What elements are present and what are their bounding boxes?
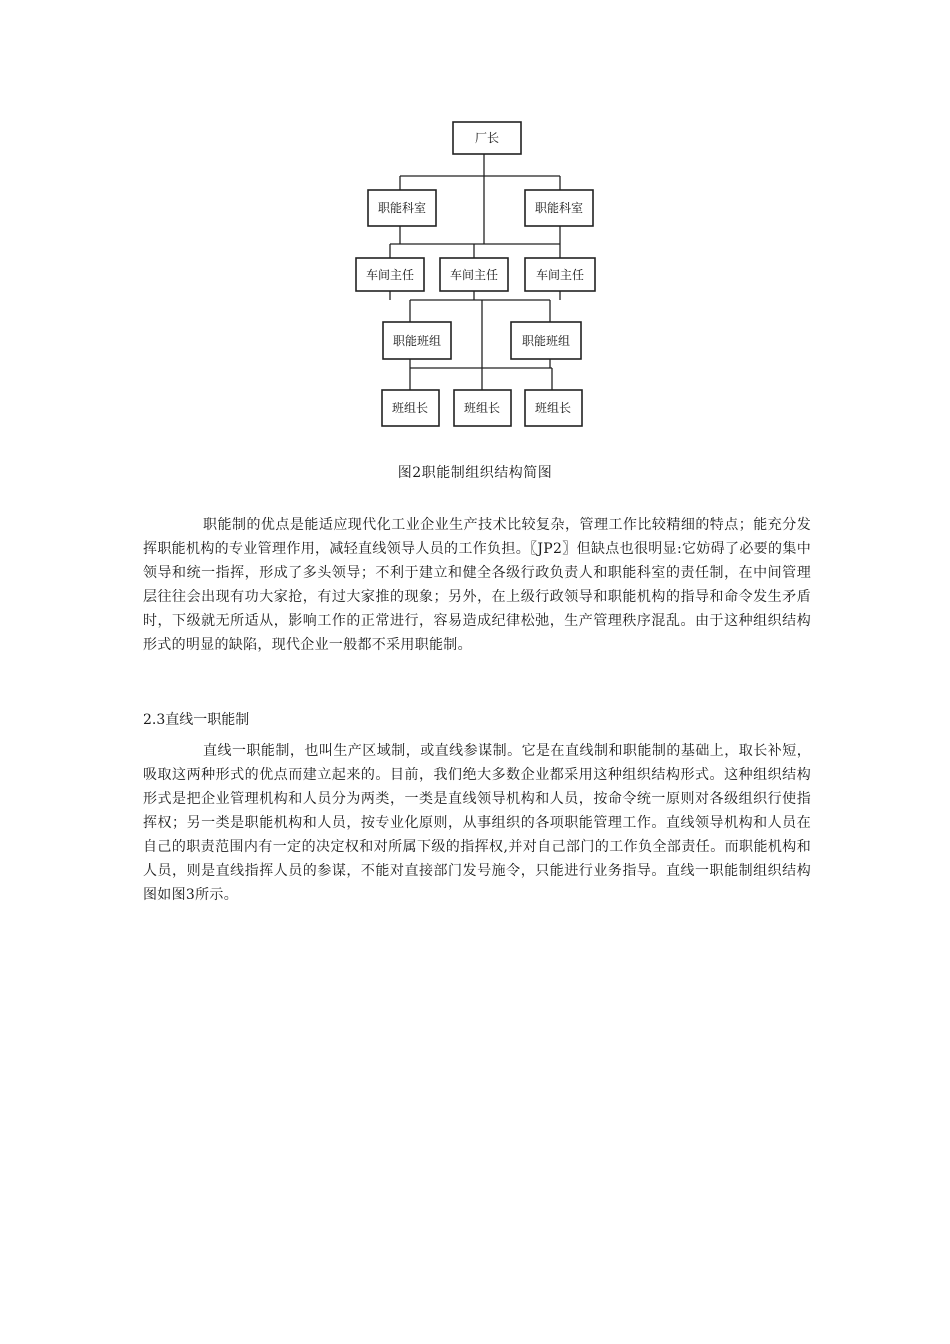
org-node-label: 车间主任: [365, 268, 415, 282]
body-paragraph: 直线一职能制，也叫生产区域制，或直线参谋制。它是在直线制和职能制的基础上，取长补短，吸取这两种形式的优点而建立起来的。目前，我们绝大多数企业都采用这种组织结构形式。这种组织结构形式是把企业管理机构和人员分为两类，一类是直线领导机构和人员，按命令统一原则对各级组织行使指挥权；另一类是职能机构和人员，按专业化原则，从事组织的各项职能管理工作。直线领导机构和人员在自己的职责范围内有一定的决定权和对所属下级的指挥权,并对自己部门的工作负全部责任。而职能机构和人员，则是直线指挥人员的参谋，不能对直接部门发号施令，只能进行业务指导。直线一职能制组织结构图如图3所示。: [143, 743, 811, 903]
org-node-label: 车间主任: [535, 268, 585, 282]
org-node-label: 厂长: [474, 131, 500, 145]
org-node-team-leader-3: [525, 390, 582, 426]
org-node-functional-office-left: [368, 190, 436, 226]
org-node-label: 职能科室: [534, 201, 584, 215]
org-node-factory-director: [453, 122, 521, 154]
org-node-team-leader-2: [454, 390, 511, 426]
org-node-label: 职能科室: [377, 201, 427, 215]
org-chart-diagram: [0, 0, 950, 440]
org-node-label: 职能班组: [392, 334, 442, 348]
org-node-label: 车间主任: [449, 268, 499, 282]
org-node-label: 班组长: [534, 401, 572, 415]
org-node-workshop-director-1: [356, 258, 424, 291]
org-node-functional-team-left: [383, 322, 451, 359]
section-heading: 2.3直线一职能制: [143, 712, 250, 728]
org-node-functional-team-right: [511, 322, 581, 359]
org-node-label: 班组长: [391, 401, 429, 415]
org-node-workshop-director-2: [440, 258, 508, 291]
org-node-workshop-director-3: [525, 258, 595, 291]
figure-caption: 图2职能制组织结构简图: [397, 465, 553, 481]
org-node-label: 班组长: [463, 401, 501, 415]
org-node-label: 职能班组: [521, 334, 571, 348]
org-node-team-leader-1: [382, 390, 439, 426]
org-node-functional-office-right: [525, 190, 593, 226]
body-paragraph: 职能制的优点是能适应现代化工业企业生产技术比较复杂，管理工作比较精细的特点；能充分发挥职能机构的专业管理作用，减轻直线领导人员的工作负担。〖JP2〗但缺点也很明显:它妨碍了必要的集中领导和统一指挥，形成了多头领导；不利于建立和健全各级行政负责人和职能科室的责任制，在中间管理层往往会出现有功大家抢，有过大家推的现象；另外，在上级行政领导和职能机构的指导和命令发生矛盾时，下级就无所适从，影响工作的正常进行，容易造成纪律松弛，生产管理秩序混乱。由于这种组织结构形式的明显的缺陷，现代企业一般都不采用职能制。: [143, 517, 811, 653]
